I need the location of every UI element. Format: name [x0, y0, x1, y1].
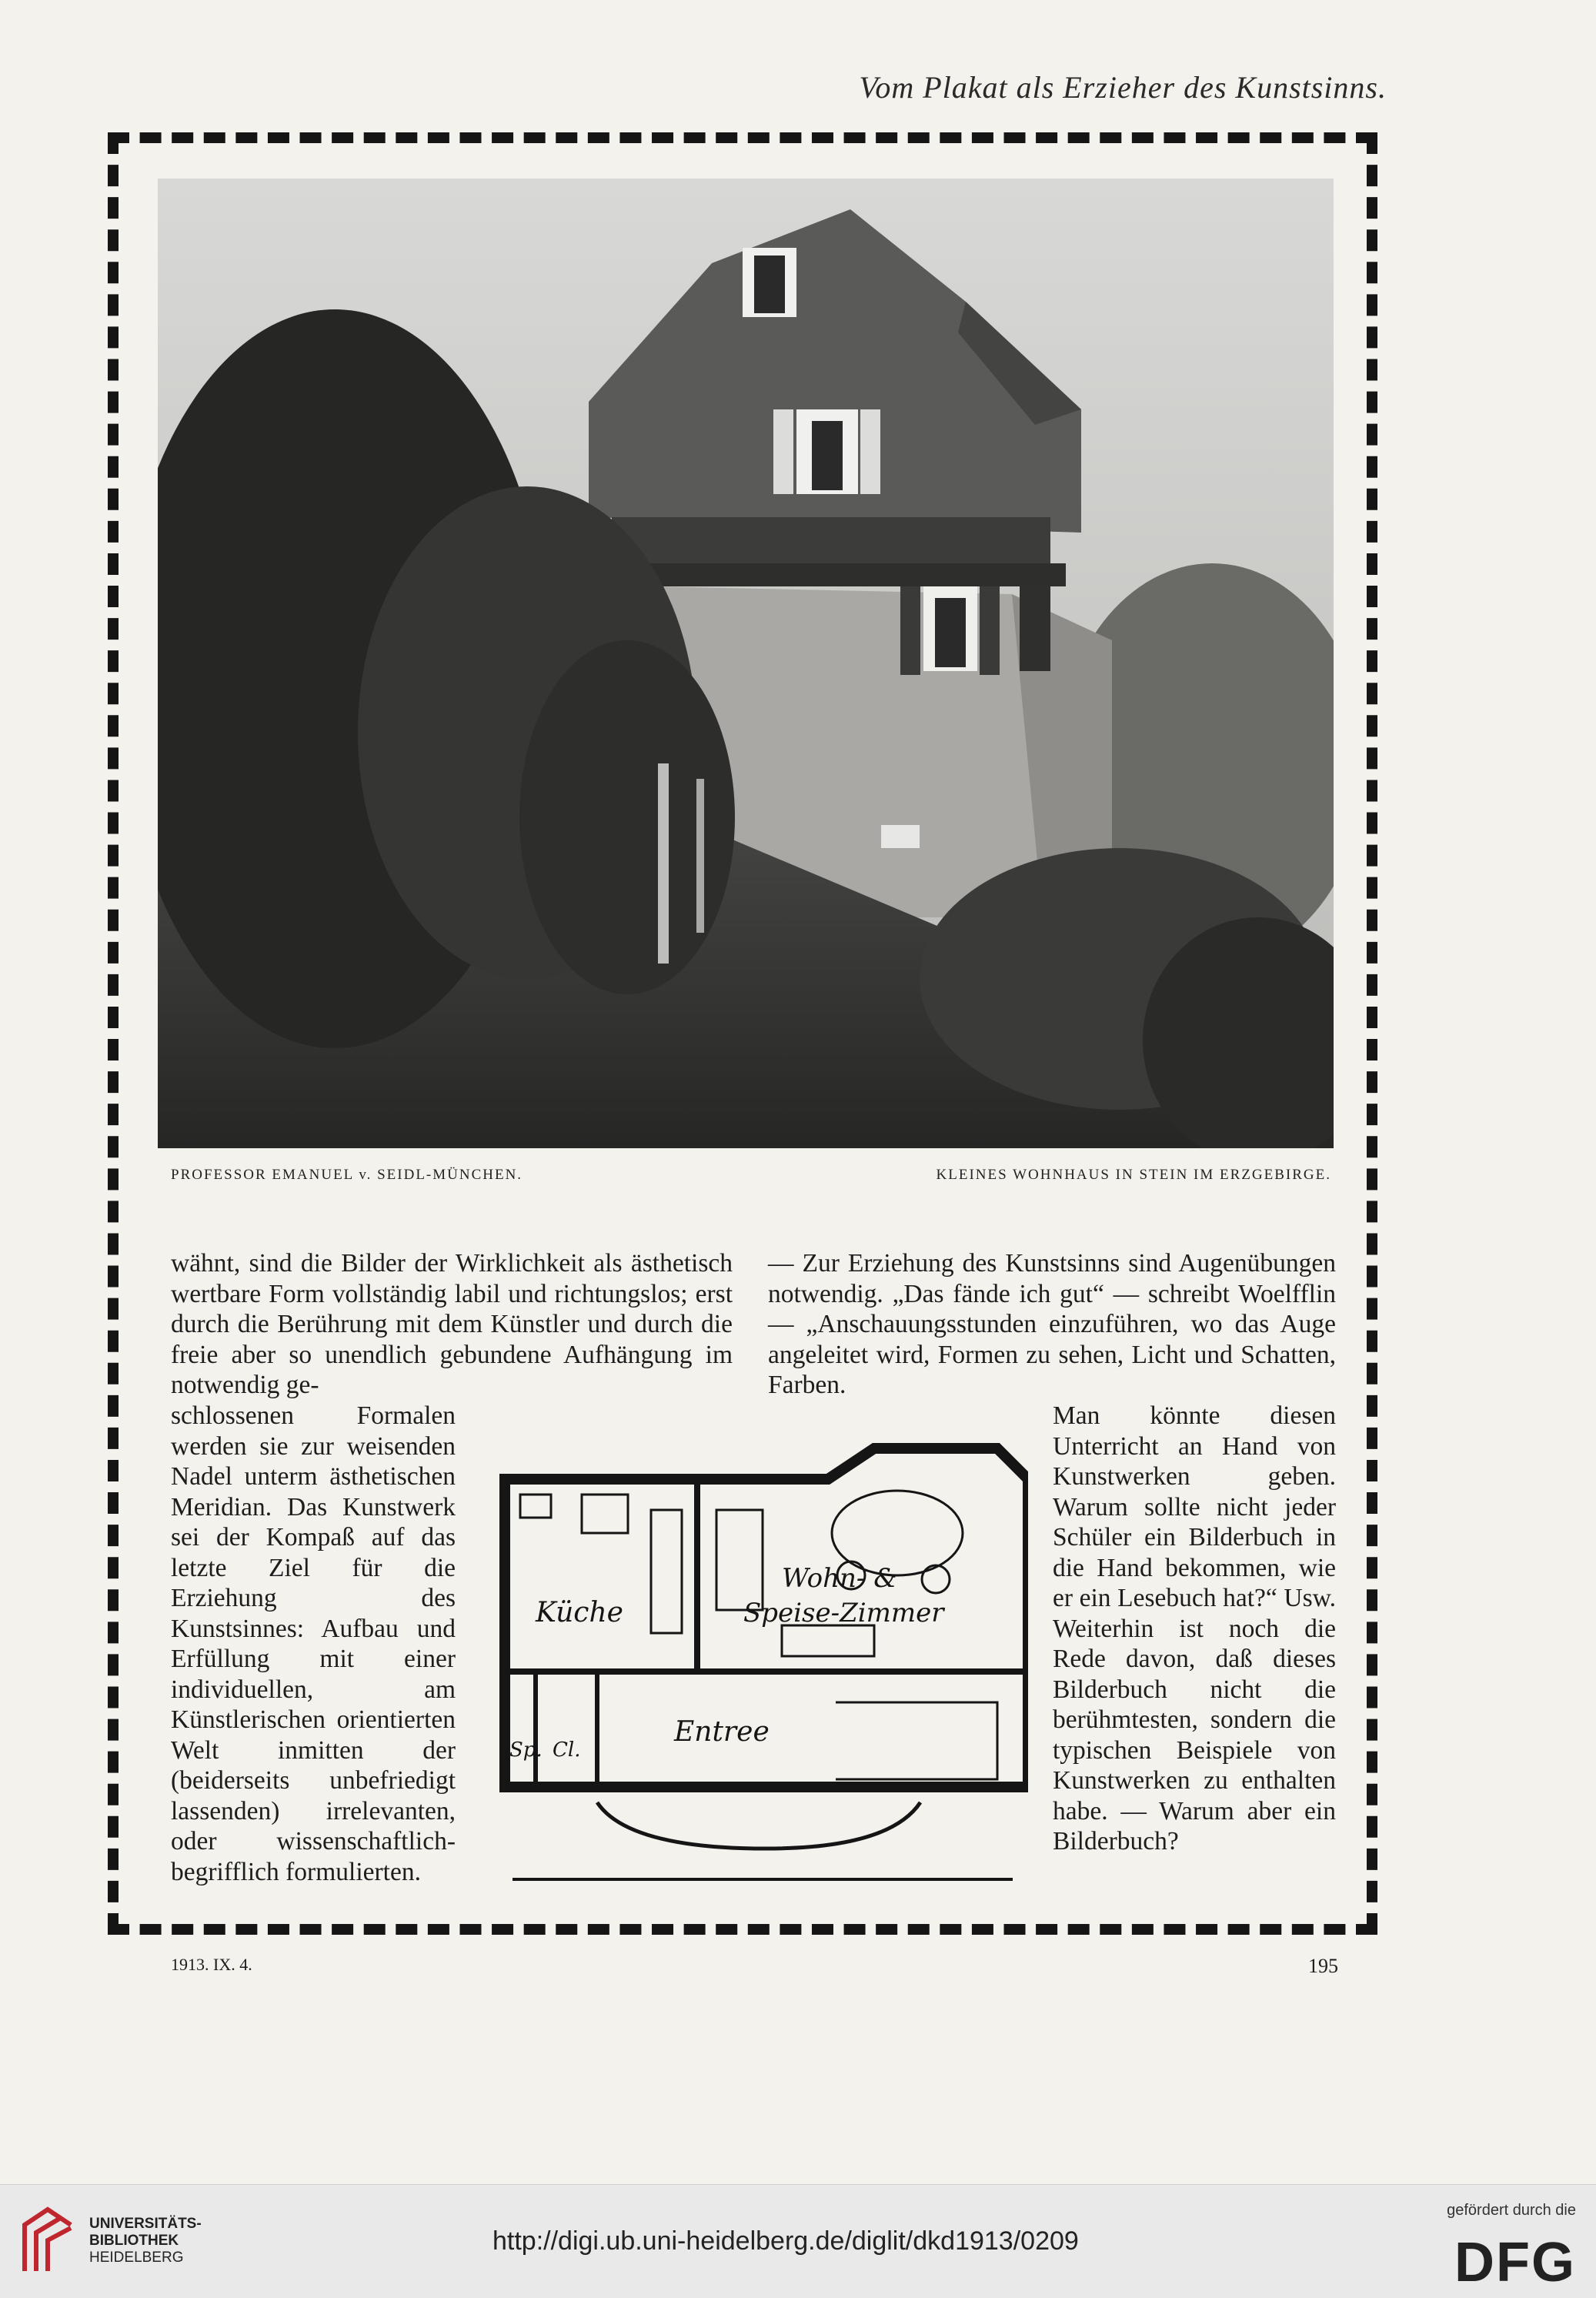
issue-number: 1913. IX. 4.: [171, 1955, 252, 1974]
library-name-line: UNIVERSITÄTS-: [89, 2216, 202, 2232]
floor-plan-drawing: [489, 1418, 1028, 1895]
paragraph: wähnt, sind die Bilder der Wirklichkeit als ästhetisch wertbare Form vollständig labil und richtungslos; erst durch die Berührung mit dem Künstler und durch die freie aber so unendlich gebundene Aufhängung im notwendig ge-: [171, 1249, 733, 1399]
figure-caption-artist: PROFESSOR EMANUEL v. SEIDL-MÜNCHEN.: [171, 1167, 523, 1183]
paragraph: — Zur Erziehung des Kunstsinns sind Augenübungen notwendig. „Das fände ich gut“ — schreibt Woelfflin — „Anschauungsstunden einzuführen, wo das Auge angeleitet wird, Formen zu sehen, Licht und Schatten, Farben.: [768, 1249, 1336, 1399]
library-name-line: HEIDELBERG: [89, 2250, 184, 2266]
library-name: [89, 2216, 202, 2266]
text-column-left-top: [171, 1248, 733, 1401]
plan-label-living: Wohn- &: [782, 1563, 897, 1594]
text-column-right-narrow: [1053, 1401, 1336, 1857]
plan-label-kitchen: Küche: [536, 1597, 623, 1628]
page-number: 195: [1308, 1955, 1338, 1977]
text-column-right-top: [768, 1248, 1336, 1401]
running-title: Vom Plakat als Erzieher des Kunstsinns.: [859, 70, 1387, 105]
funder-label: gefördert durch die: [1447, 2202, 1576, 2219]
plan-label-dining: Speise-Zimmer: [743, 1598, 944, 1628]
house-photograph: [158, 179, 1334, 1148]
plan-label-entry: Entree: [674, 1716, 770, 1748]
text-column-left-narrow: [171, 1401, 456, 1887]
library-name-line: BIBLIOTHEK: [89, 2233, 179, 2249]
paragraph: Man könnte diesen Unterricht an Hand von Kunstwerken geben. Warum sollte nicht jeder Schüler ein Bilderbuch in die Hand bekommen, wie er ein Lesebuch hat?“ Usw. Weiterhin ist noch die Rede davon, daß dieses Bilderbuch nicht die berühmtesten, sondern die typischen Beispiele von Kunstwerken zu enthalten habe. — Warum aber ein Bilderbuch?: [1053, 1401, 1336, 1855]
permalink-url[interactable]: http://digi.ub.uni-heidelberg.de/diglit/dkd1913/0209: [492, 2226, 1079, 2256]
university-library-logo-icon: [17, 2202, 78, 2279]
plan-label-sp: Sp.: [509, 1739, 543, 1762]
paragraph: schlossenen Formalen werden sie zur weisenden Nadel unterm ästhetischen Meridian. Das Kunstwerk sei der Kompaß auf das letzte Ziel für die Erziehung des Kunstsinnes: Aufbau und Erfüllung mit einer individuellen, am Künstlerischen orientierten Welt inmitten der (beiderseits unbefriedigt lassenden) irrelevanten, oder wissenschaftlich-begrifflich formulierten.: [171, 1401, 456, 1886]
digitization-footer: [0, 2184, 1596, 2298]
plan-label-cl: Cl.: [553, 1739, 581, 1762]
figure-caption-title: KLEINES WOHNHAUS IN STEIN IM ERZGEBIRGE.: [936, 1167, 1331, 1183]
dfg-logo: DFG: [1454, 2232, 1576, 2293]
